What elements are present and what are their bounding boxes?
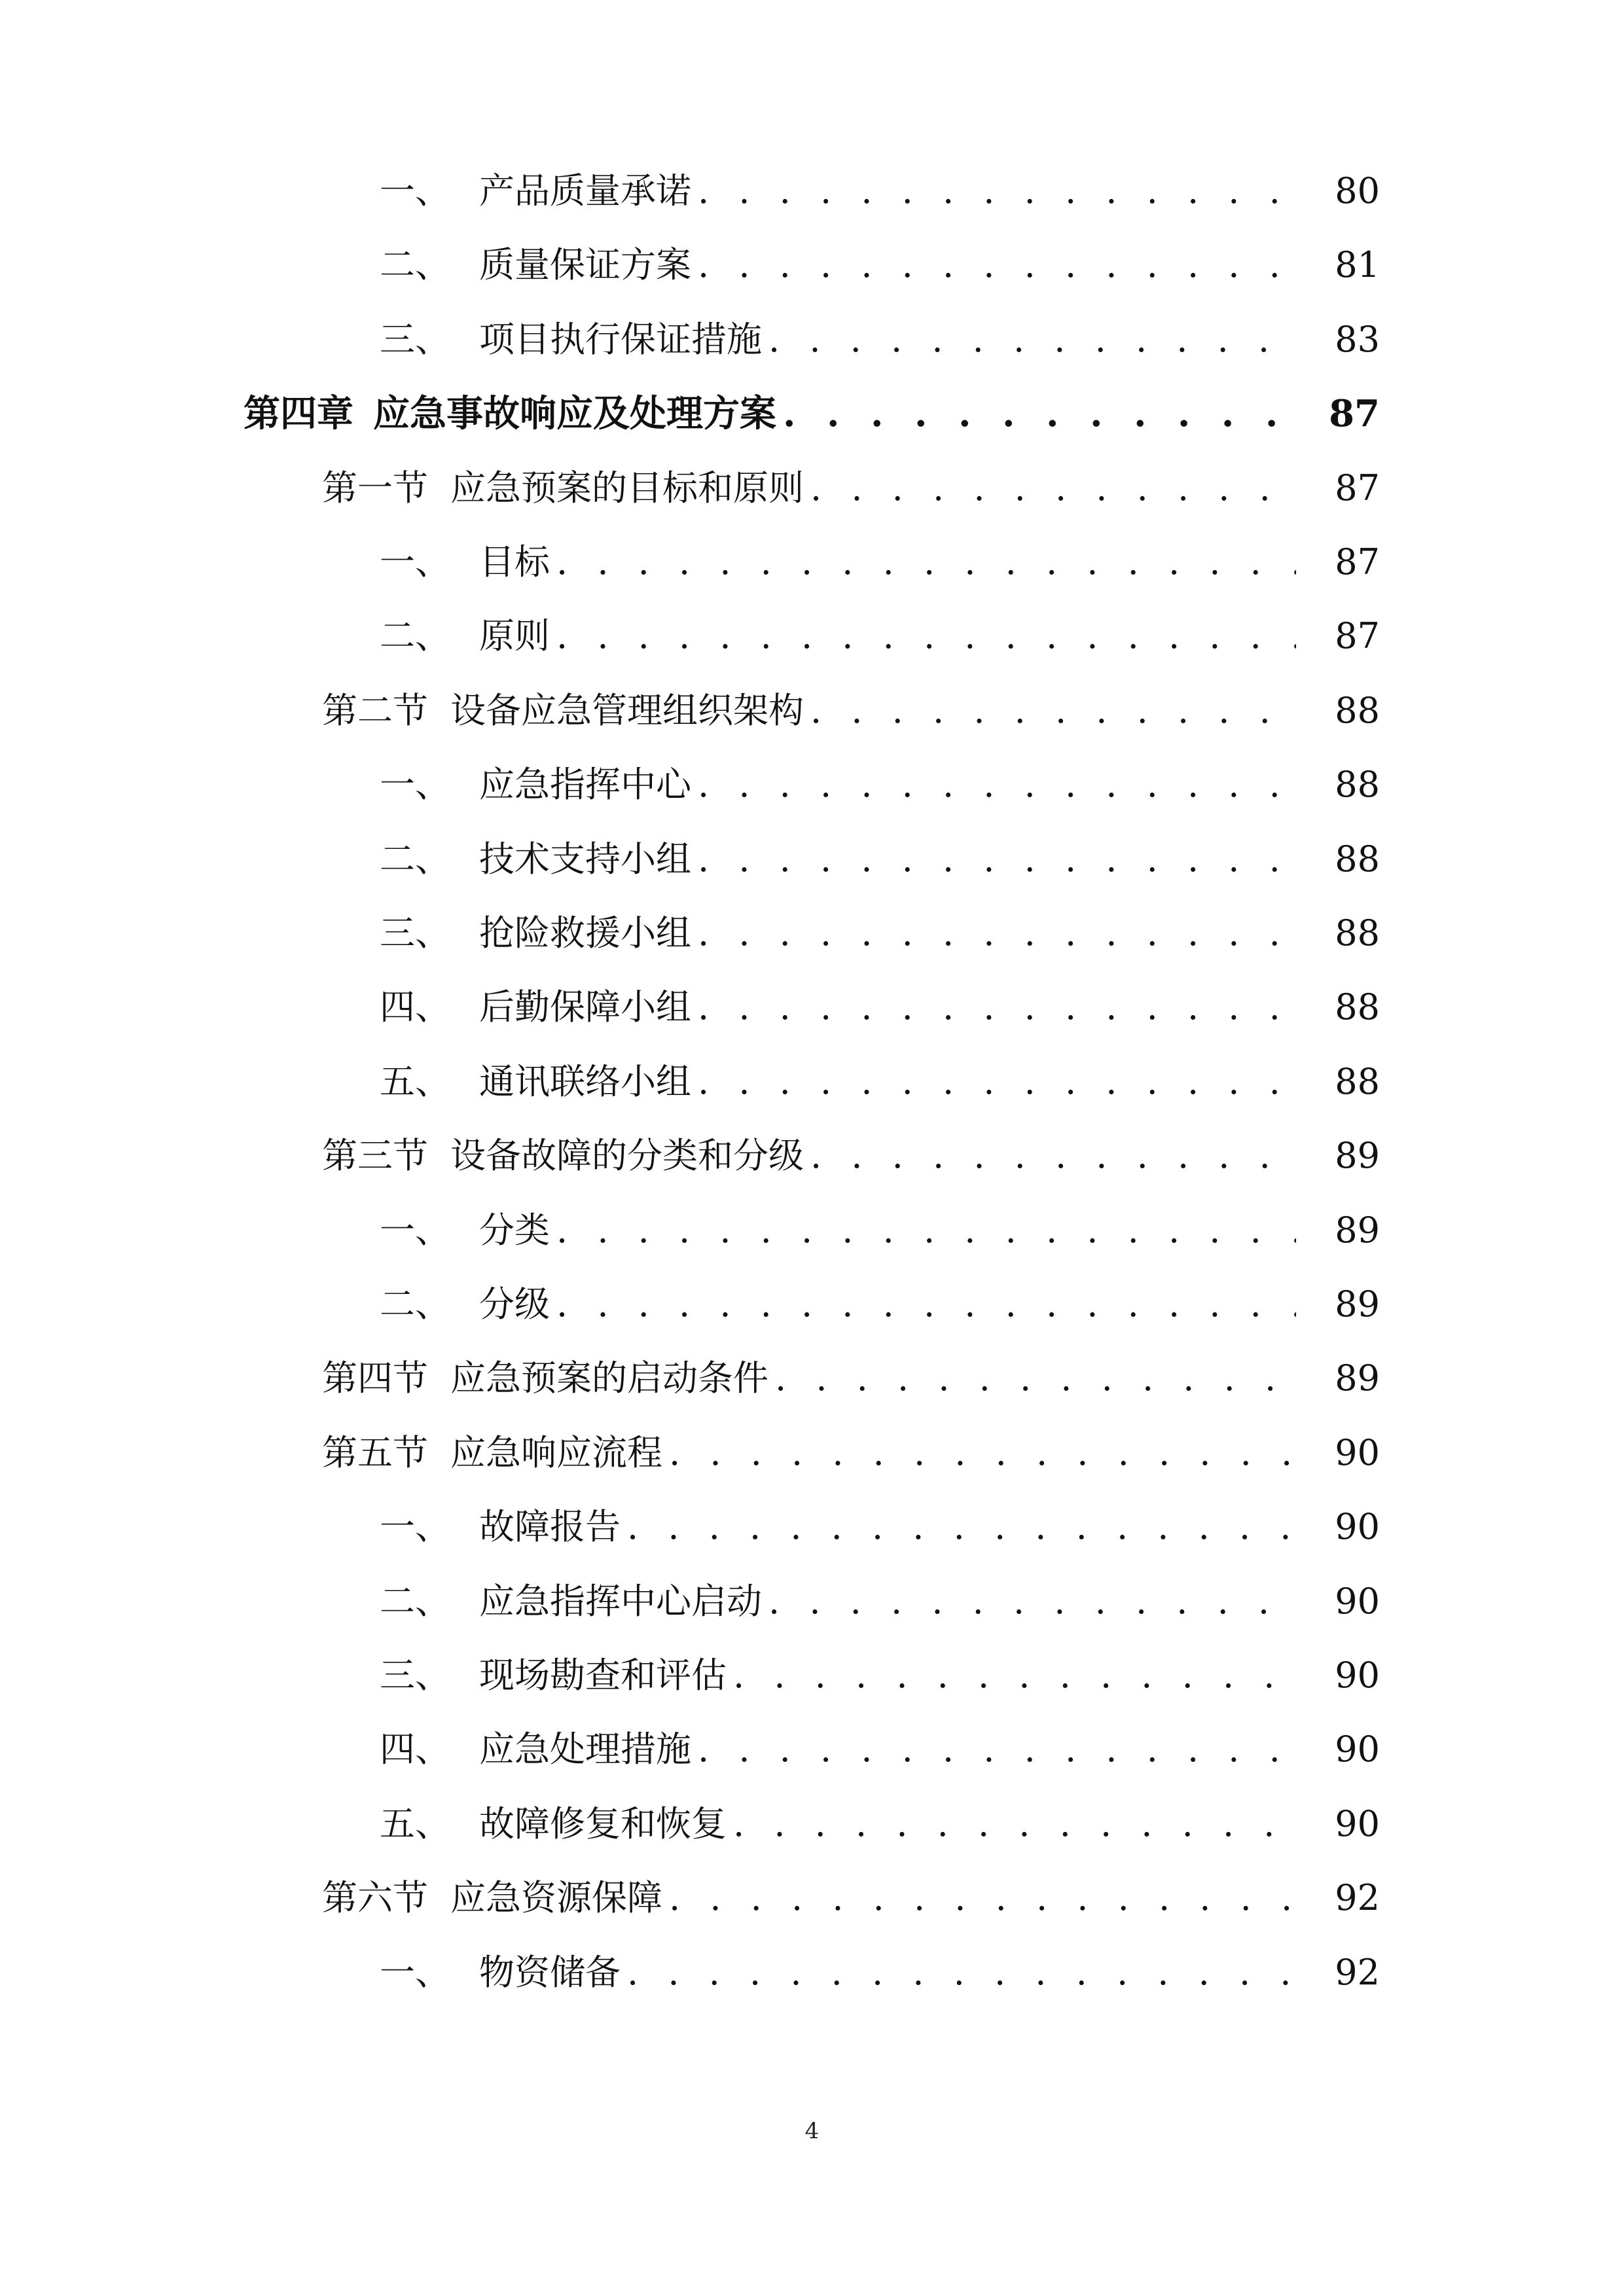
toc-entry-title: 应急指挥中心 [479, 764, 691, 806]
toc-leader-dots [762, 1569, 1296, 1634]
toc-entry-page: 89 [1335, 1209, 1380, 1251]
toc-entry-page: 87 [1335, 541, 1380, 583]
toc-entry-page: 80 [1335, 170, 1380, 211]
toc-entry-title: 抢险救援小组 [479, 912, 691, 954]
toc-entry[interactable] [380, 232, 1380, 298]
toc-entry-title: 现场勘查和评估 [479, 1655, 727, 1696]
toc-entry-title: 设备应急管理组织架构 [450, 689, 804, 731]
toc-entry-title: 后勤保障小组 [479, 986, 691, 1028]
toc-entry-number: 一、 [380, 1951, 450, 1993]
toc-entry[interactable] [380, 1494, 1380, 1560]
toc-entry-number: 第二节 [322, 689, 428, 731]
toc-entry-number: 五、 [380, 1803, 450, 1844]
toc-entry-title: 故障报告 [479, 1506, 621, 1548]
toc-entry-page: 90 [1335, 1506, 1380, 1548]
toc-leader-dots [691, 1049, 1296, 1115]
toc-leader-dots [691, 158, 1296, 224]
toc-leader-dots [691, 975, 1296, 1040]
toc-entry[interactable] [380, 1049, 1380, 1115]
toc-leader-dots [804, 456, 1296, 521]
toc-entry-title: 应急响应流程 [450, 1431, 662, 1473]
toc-entry-title: 应急资源保障 [450, 1877, 662, 1919]
toc-entry-page: 81 [1335, 244, 1380, 286]
toc-entry[interactable] [244, 381, 1380, 446]
toc-entry-number: 一、 [380, 1506, 450, 1548]
toc-entry-number: 第六节 [322, 1877, 428, 1919]
toc-entry-page: 83 [1335, 318, 1380, 360]
toc-entry-page: 90 [1335, 1729, 1380, 1770]
toc-leader-dots [727, 1791, 1296, 1857]
toc-entry[interactable] [380, 1717, 1380, 1782]
toc-entry-page: 90 [1335, 1580, 1380, 1622]
toc-entry-title: 设备故障的分类和分级 [450, 1135, 804, 1177]
toc-leader-dots [550, 1198, 1296, 1263]
toc-entry[interactable] [380, 603, 1380, 669]
toc-entry-number: 第四章 [244, 392, 353, 436]
toc-entry-title: 应急指挥中心启动 [479, 1580, 762, 1622]
toc-entry[interactable] [380, 752, 1380, 817]
toc-entry[interactable] [322, 1420, 1380, 1486]
toc-leader-dots [691, 752, 1296, 817]
toc-entry-page: 89 [1335, 1135, 1380, 1177]
toc-entry-page: 90 [1335, 1803, 1380, 1844]
toc-entry-number: 一、 [380, 541, 450, 583]
toc-entry-number: 第三节 [322, 1135, 428, 1177]
toc-entry-number: 三、 [380, 318, 450, 360]
toc-entry-title: 应急预案的启动条件 [450, 1357, 768, 1399]
toc-leader-dots [804, 678, 1296, 744]
toc-entry-number: 二、 [380, 244, 450, 286]
toc-entry-page: 88 [1335, 986, 1380, 1028]
toc-entry-number: 一、 [380, 1209, 450, 1251]
toc-entry[interactable] [322, 1346, 1380, 1411]
toc-entry-page: 89 [1335, 1283, 1380, 1325]
toc-entry-number: 一、 [380, 170, 450, 211]
toc-leader-dots [662, 1865, 1296, 1931]
toc-leader-dots [768, 1346, 1296, 1411]
toc-leader-dots [776, 381, 1296, 446]
toc-entry[interactable] [380, 1791, 1380, 1857]
toc-entry-page: 88 [1335, 764, 1380, 806]
toc-leader-dots [762, 307, 1296, 372]
toc-entry-title: 应急处理措施 [479, 1729, 691, 1770]
toc-entry[interactable] [322, 678, 1380, 744]
toc-entry-title: 技术支持小组 [479, 838, 691, 880]
toc-entry-title: 分级 [479, 1283, 550, 1325]
toc-entry-title: 原则 [479, 615, 550, 657]
toc-entry-number: 二、 [380, 838, 450, 880]
toc-leader-dots [691, 901, 1296, 966]
toc-entry-title: 应急预案的目标和原则 [450, 467, 804, 509]
toc-entry-page: 88 [1335, 1060, 1380, 1102]
toc-entry[interactable] [380, 158, 1380, 224]
toc-entry-number: 四、 [380, 986, 450, 1028]
toc-entry-number: 四、 [380, 1729, 450, 1770]
toc-entry-page: 87 [1329, 392, 1380, 436]
toc-entry-page: 87 [1335, 467, 1380, 509]
toc-leader-dots [691, 1717, 1296, 1782]
toc-entry-page: 92 [1335, 1951, 1380, 1993]
toc-entry-title: 产品质量承诺 [479, 170, 691, 211]
toc-entry-page: 88 [1335, 689, 1380, 731]
toc-leader-dots [691, 827, 1296, 892]
toc-entry-page: 88 [1335, 912, 1380, 954]
toc-entry[interactable] [380, 827, 1380, 892]
toc-entry-page: 87 [1335, 615, 1380, 657]
toc-entry[interactable] [380, 901, 1380, 966]
toc-entry-page: 90 [1335, 1655, 1380, 1696]
toc-entry[interactable] [322, 456, 1380, 521]
toc-entry[interactable] [322, 1123, 1380, 1189]
toc-entry-title: 故障修复和恢复 [479, 1803, 727, 1844]
page-number: 4 [804, 2118, 820, 2144]
toc-leader-dots [727, 1643, 1296, 1708]
toc-entry-page: 89 [1335, 1357, 1380, 1399]
toc-leader-dots [662, 1420, 1296, 1486]
toc-entry[interactable] [380, 1569, 1380, 1634]
toc-leader-dots [550, 529, 1296, 595]
toc-entry-number: 二、 [380, 1283, 450, 1325]
toc-entry-number: 二、 [380, 615, 450, 657]
toc-entry-number: 一、 [380, 764, 450, 806]
toc-entry-title: 物资储备 [479, 1951, 621, 1993]
toc-entry[interactable] [380, 1272, 1380, 1337]
toc-entry-number: 三、 [380, 912, 450, 954]
toc-entry[interactable] [380, 1643, 1380, 1708]
toc-entry-title: 通讯联络小组 [479, 1060, 691, 1102]
toc-leader-dots [691, 232, 1296, 298]
toc-entry-title: 质量保证方案 [479, 244, 691, 286]
toc-leader-dots [550, 1272, 1296, 1337]
toc-entry-title: 应急事故响应及处理方案 [373, 392, 776, 436]
toc-entry[interactable] [380, 1198, 1380, 1263]
toc-entry[interactable] [380, 975, 1380, 1040]
toc-leader-dots [804, 1123, 1296, 1189]
toc-entry-title: 项目执行保证措施 [479, 318, 762, 360]
toc-entry-number: 第四节 [322, 1357, 428, 1399]
toc-entry[interactable] [322, 1865, 1380, 1931]
toc-entry-number: 三、 [380, 1655, 450, 1696]
toc-entry[interactable] [380, 1940, 1380, 2005]
toc-entry-number: 第五节 [322, 1431, 428, 1473]
toc-entry-page: 90 [1335, 1431, 1380, 1473]
toc-entry-number: 第一节 [322, 467, 428, 509]
toc-entry[interactable] [380, 529, 1380, 595]
toc-entry[interactable] [380, 307, 1380, 372]
toc-entry-title: 目标 [479, 541, 550, 583]
toc-entry-page: 92 [1335, 1877, 1380, 1919]
toc-leader-dots [550, 603, 1296, 669]
toc-leader-dots [621, 1940, 1296, 2005]
toc-entry-page: 88 [1335, 838, 1380, 880]
toc-entry-title: 分类 [479, 1209, 550, 1251]
toc-leader-dots [621, 1494, 1296, 1560]
toc-entry-number: 五、 [380, 1060, 450, 1102]
toc-entry-number: 二、 [380, 1580, 450, 1622]
